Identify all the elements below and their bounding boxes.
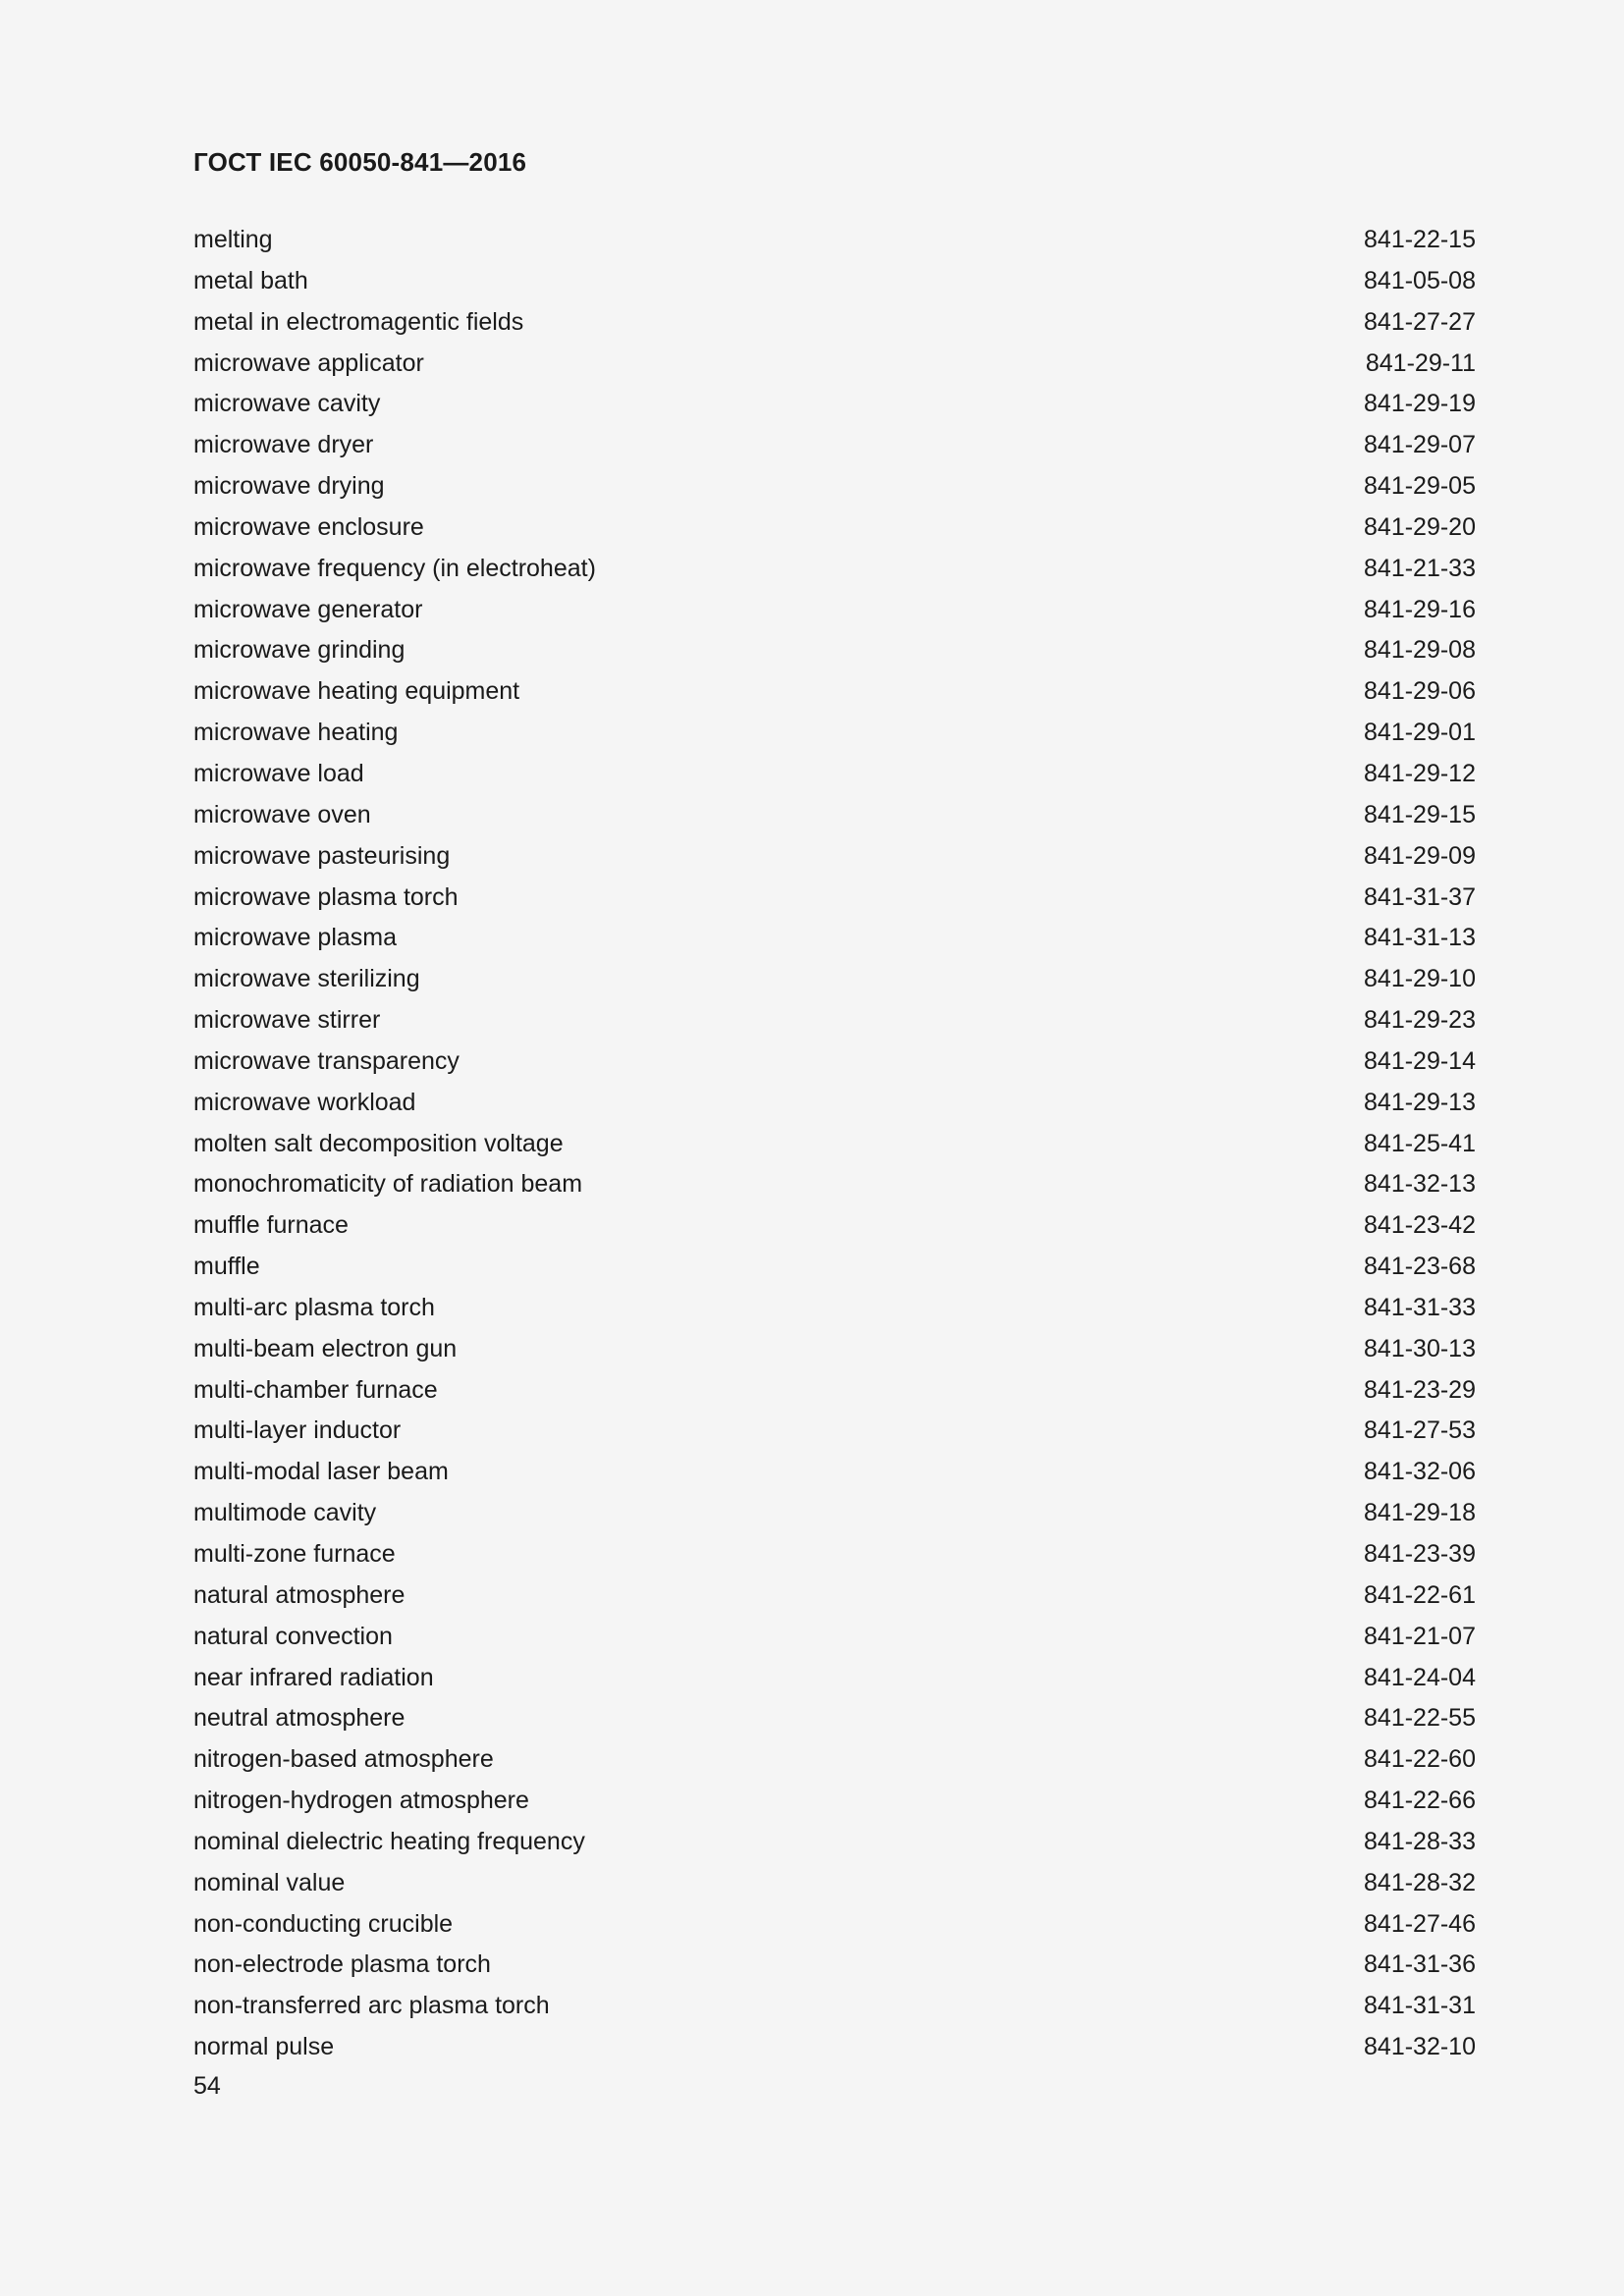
index-entry: [193, 1534, 1476, 1575]
index-term: natural atmosphere: [193, 1580, 406, 1609]
index-code: 841-31-31: [1364, 1992, 1476, 2020]
index-code: 841-30-13: [1364, 1334, 1476, 1362]
index-code: 841-32-13: [1364, 1170, 1476, 1199]
index-term: microwave stirrer: [193, 1006, 381, 1035]
index-entry: [193, 1698, 1476, 1739]
index-term: microwave grinding: [193, 636, 406, 665]
index-term: microwave load: [193, 759, 364, 787]
index-term: metal in electromagentic fields: [193, 307, 524, 336]
index-term: microwave sterilizing: [193, 965, 420, 993]
index-code: 841-29-20: [1364, 512, 1476, 541]
index-entry: [193, 1945, 1476, 1986]
index-entry: [193, 1863, 1476, 1904]
index-code: 841-29-13: [1364, 1088, 1476, 1116]
index-entry: [193, 1904, 1476, 1946]
index-term: multi-beam electron gun: [193, 1334, 458, 1362]
index-code: 841-23-39: [1364, 1540, 1476, 1568]
index-term: microwave plasma torch: [193, 882, 459, 911]
index-term: near infrared radiation: [193, 1663, 434, 1691]
index-term: multi-zone furnace: [193, 1540, 396, 1568]
index-term: neutral atmosphere: [193, 1704, 406, 1733]
index-code: 841-29-05: [1364, 472, 1476, 501]
index-entry: [193, 1370, 1476, 1412]
index-entry: [193, 507, 1476, 549]
index-code: 841-31-37: [1364, 882, 1476, 911]
term-index-list: [193, 220, 1476, 2068]
index-code: 841-23-68: [1364, 1253, 1476, 1281]
index-code: 841-22-60: [1364, 1745, 1476, 1774]
index-term: microwave workload: [193, 1088, 416, 1116]
index-code: 841-29-18: [1364, 1499, 1476, 1527]
index-term: melting: [193, 226, 273, 253]
index-code: 841-31-33: [1364, 1293, 1476, 1321]
index-entry: [193, 1986, 1476, 2027]
index-entry: [193, 1781, 1476, 1822]
index-term: muffle: [193, 1253, 260, 1281]
index-code: 841-27-53: [1364, 1416, 1476, 1445]
index-code: 841-29-16: [1364, 595, 1476, 623]
index-code: 841-25-41: [1364, 1129, 1476, 1157]
index-code: 841-22-15: [1364, 226, 1476, 253]
index-term: nitrogen-based atmosphere: [193, 1745, 494, 1774]
index-term: metal bath: [193, 266, 308, 294]
index-entry: [193, 1575, 1476, 1617]
index-term: monochromaticity of radiation beam: [193, 1170, 583, 1199]
index-term: multimode cavity: [193, 1499, 377, 1527]
index-term: microwave frequency (in electroheat): [193, 554, 596, 582]
index-term: nominal dielectric heating frequency: [193, 1827, 585, 1855]
index-entry: [193, 1041, 1476, 1083]
index-term: microwave heating equipment: [193, 677, 520, 706]
index-term: microwave enclosure: [193, 512, 424, 541]
index-term: multi-chamber furnace: [193, 1375, 438, 1404]
index-entry: [193, 1247, 1476, 1288]
index-term: normal pulse: [193, 2033, 335, 2061]
index-entry: [193, 1493, 1476, 1534]
index-term: microwave generator: [193, 595, 423, 623]
index-entry: [193, 2027, 1476, 2068]
index-code: 841-31-13: [1364, 924, 1476, 952]
index-entry: [193, 1411, 1476, 1452]
index-code: 841-29-12: [1364, 759, 1476, 787]
index-term: molten salt decomposition voltage: [193, 1129, 564, 1157]
index-code: 841-22-66: [1364, 1787, 1476, 1815]
index-entry: [193, 1329, 1476, 1370]
index-term: natural convection: [193, 1622, 393, 1650]
index-term: non-transferred arc plasma torch: [193, 1992, 550, 2020]
index-code: 841-32-10: [1364, 2033, 1476, 2061]
index-code: 841-29-10: [1364, 965, 1476, 993]
index-entry: [193, 1452, 1476, 1493]
index-entry: [193, 302, 1476, 344]
index-entry: [193, 1822, 1476, 1863]
index-code: 841-29-07: [1364, 431, 1476, 459]
index-code: 841-24-04: [1364, 1663, 1476, 1691]
index-term: microwave transparency: [193, 1046, 460, 1075]
index-entry: [193, 754, 1476, 795]
index-code: 841-27-27: [1364, 307, 1476, 336]
index-term: multi-layer inductor: [193, 1416, 402, 1445]
index-entry: [193, 1000, 1476, 1041]
index-entry: [193, 959, 1476, 1000]
index-entry: [193, 713, 1476, 754]
page-number: 54: [193, 2072, 221, 2100]
index-entry: [193, 1658, 1476, 1699]
index-term: microwave cavity: [193, 390, 381, 418]
index-term: microwave pasteurising: [193, 841, 451, 870]
index-term: multi-modal laser beam: [193, 1458, 449, 1486]
index-term: microwave heating: [193, 719, 399, 747]
index-entry: [193, 1739, 1476, 1781]
index-entry: [193, 425, 1476, 466]
index-code: 841-21-33: [1364, 554, 1476, 582]
index-entry: [193, 344, 1476, 385]
index-term: non-conducting crucible: [193, 1909, 454, 1938]
index-entry: [193, 630, 1476, 671]
index-entry: [193, 836, 1476, 878]
index-code: 841-29-08: [1364, 636, 1476, 665]
index-code: 841-31-36: [1364, 1950, 1476, 1979]
index-entry: [193, 1205, 1476, 1247]
index-code: 841-28-32: [1364, 1868, 1476, 1896]
index-code: 841-29-01: [1364, 719, 1476, 747]
index-code: 841-23-29: [1364, 1375, 1476, 1404]
index-entry: [193, 878, 1476, 919]
index-code: 841-22-61: [1364, 1580, 1476, 1609]
index-code: 841-29-19: [1364, 390, 1476, 418]
document-header: ГОСТ IEC 60050-841—2016: [193, 147, 527, 177]
index-code: 841-32-06: [1364, 1458, 1476, 1486]
index-term: nitrogen-hydrogen atmosphere: [193, 1787, 529, 1815]
index-code: 841-22-55: [1364, 1704, 1476, 1733]
index-entry: [193, 1164, 1476, 1205]
index-entry: [193, 671, 1476, 713]
index-term: non-electrode plasma torch: [193, 1950, 491, 1979]
index-term: microwave dryer: [193, 431, 374, 459]
index-term: microwave drying: [193, 472, 385, 501]
index-code: 841-29-14: [1364, 1046, 1476, 1075]
index-term: microwave oven: [193, 800, 371, 828]
index-term: muffle furnace: [193, 1211, 349, 1240]
index-code: 841-29-09: [1364, 841, 1476, 870]
index-term: microwave applicator: [193, 348, 424, 377]
index-code: 841-21-07: [1364, 1622, 1476, 1650]
index-code: 841-29-11: [1365, 348, 1476, 377]
index-term: multi-arc plasma torch: [193, 1293, 435, 1321]
index-code: 841-29-23: [1364, 1006, 1476, 1035]
index-entry: [193, 1083, 1476, 1124]
index-code: 841-28-33: [1364, 1827, 1476, 1855]
index-entry: [193, 261, 1476, 302]
index-code: 841-27-46: [1364, 1909, 1476, 1938]
index-entry: [193, 590, 1476, 631]
index-entry: [193, 795, 1476, 836]
index-term: microwave plasma: [193, 924, 398, 952]
index-entry: [193, 384, 1476, 425]
index-code: 841-29-15: [1364, 800, 1476, 828]
index-entry: [193, 220, 1476, 261]
index-code: 841-29-06: [1364, 677, 1476, 706]
index-entry: [193, 466, 1476, 507]
index-term: nominal value: [193, 1868, 346, 1896]
index-entry: [193, 1124, 1476, 1165]
index-entry: [193, 549, 1476, 590]
index-entry: [193, 1617, 1476, 1658]
index-entry: [193, 918, 1476, 959]
index-code: 841-05-08: [1364, 266, 1476, 294]
index-code: 841-23-42: [1364, 1211, 1476, 1240]
index-entry: [193, 1288, 1476, 1329]
